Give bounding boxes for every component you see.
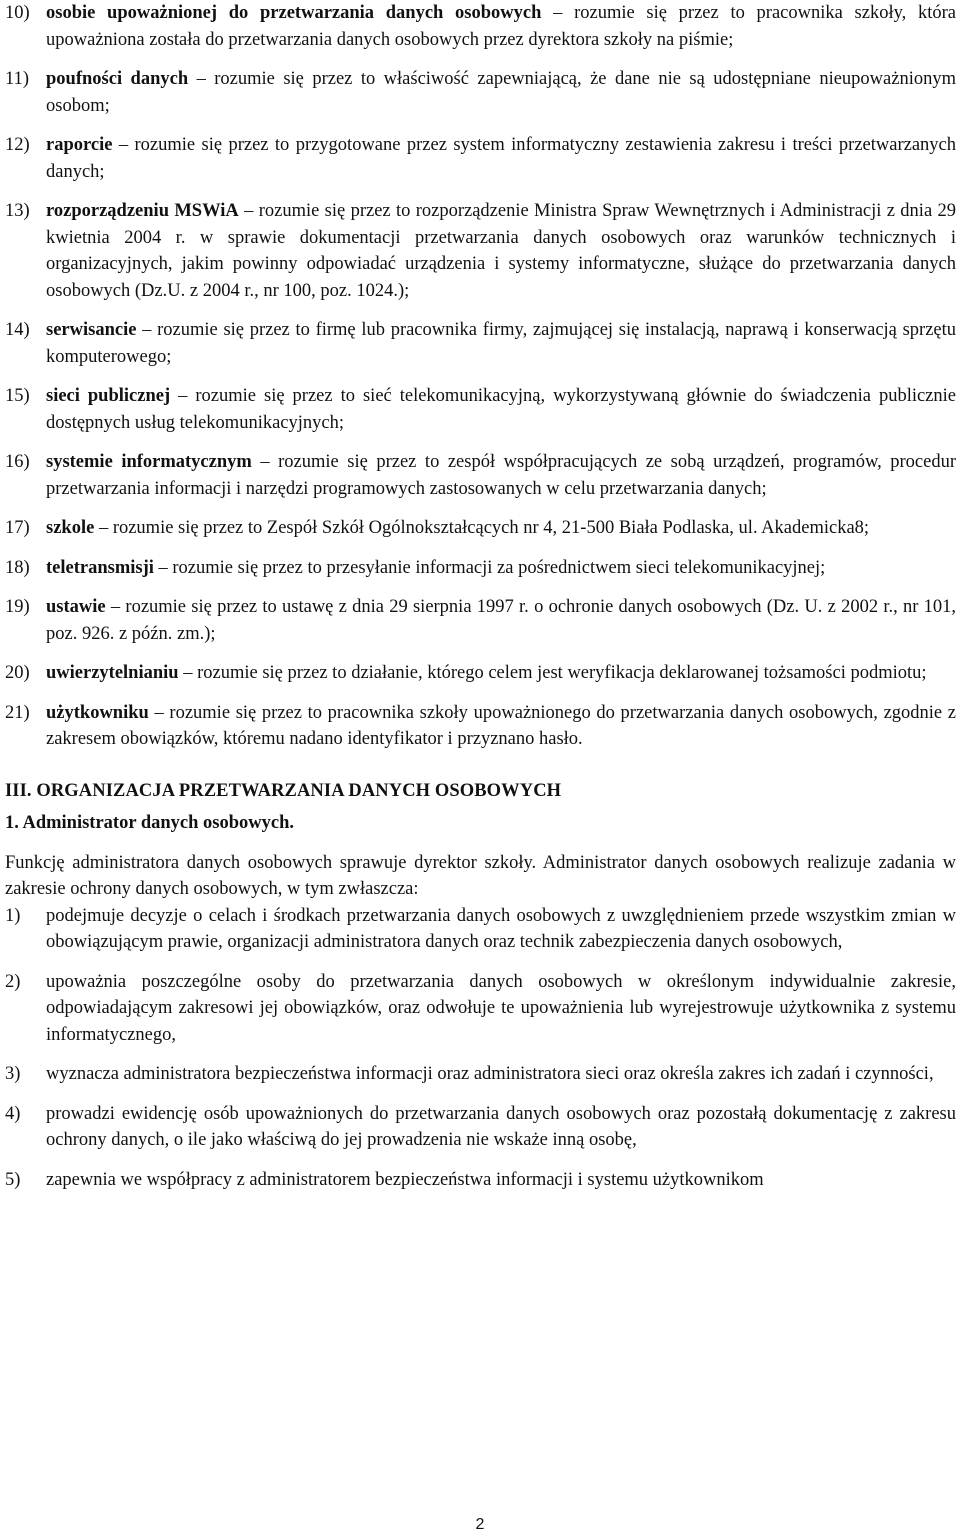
- definition-text: rozumie się przez to właściwość zapewniającą, że dane nie są udostępniane nieupoważnionym osobom;: [46, 69, 956, 116]
- defined-term: osobie upoważnionej do przetwarzania danych osobowych: [46, 3, 542, 23]
- item-number: 13): [5, 201, 30, 221]
- definition-text: rozumie się przez to sieć telekomunikacyjną, wykorzystywaną głównie do świadczenia publicznie dostępnych usług telekomunikacyjnych;: [46, 386, 956, 433]
- item-number: 2): [5, 971, 21, 992]
- definition-text: rozumie się przez to pracownika szkoły upoważnionego do przetwarzania danych osobowych, zgodnie z zakresem obowiązków, któremu nadano identyfikator i przyznano hasło.: [46, 702, 957, 749]
- duty-text: wyznacza administratora bezpieczeństwa informacji oraz administratora sieci oraz określa zakres ich zadań i czynności,: [46, 1064, 934, 1084]
- dash-separator: –: [158, 557, 168, 578]
- item-number: 3): [5, 1064, 21, 1084]
- definition-item: [5, 660, 956, 687]
- dash-separator: –: [260, 452, 270, 472]
- duty-text: zapewnia we współpracy z administratorem bezpieczeństwa informacji i systemu użytkownikom: [46, 1169, 764, 1190]
- defined-term: ustawie: [46, 597, 106, 617]
- dash-separator: –: [118, 135, 129, 155]
- page-content: [5, 0, 956, 1206]
- duties-list: [5, 903, 956, 1194]
- duty-item: [5, 903, 956, 956]
- defined-term: użytkowniku: [46, 702, 149, 723]
- definition-item: [5, 317, 956, 370]
- item-number: 19): [5, 597, 30, 617]
- item-number: 20): [5, 663, 30, 683]
- dash-separator: –: [142, 320, 152, 340]
- dash-separator: –: [178, 386, 188, 406]
- item-number: 17): [5, 518, 30, 538]
- duty-text: prowadzi ewidencję osób upoważnionych do przetwarzania danych osobowych oraz pozostałą dokumentację z zakresu ochrony danych, o ile jako właściwą do jej prowadzenia nie wskaże inną osobę,: [46, 1103, 956, 1150]
- item-number: 18): [5, 557, 30, 578]
- item-number: 10): [5, 3, 30, 23]
- definition-item: [5, 132, 956, 185]
- defined-term: raporcie: [46, 135, 113, 155]
- definition-text: rozumie się przez to działanie, którego celem jest weryfikacja deklarowanej tożsamości podmiotu;: [197, 663, 927, 683]
- definition-text: rozumie się przez to przesyłanie informacji za pośrednictwem sieci telekomunikacyjnej;: [172, 557, 826, 578]
- definition-text: rozumie się przez to Zespół Szkół Ogólnokształcących nr 4, 21-500 Biała Podlaska, ul. Akademicka8;: [112, 518, 870, 538]
- item-number: 12): [5, 135, 30, 155]
- defined-term: serwisancie: [46, 320, 137, 340]
- definition-item: [5, 198, 956, 304]
- duty-item: [5, 969, 956, 1049]
- item-number: 11): [5, 69, 29, 89]
- dash-separator: –: [553, 3, 563, 23]
- defined-term: uwierzytelnianiu: [46, 663, 179, 683]
- defined-term: szkole: [46, 518, 95, 538]
- intro-paragraph: Funkcję administratora danych osobowych sprawuje dyrektor szkoły. Administrator danych osobowych realizuje zadania w zakresie ochrony danych osobowych, w tym zwłaszcza:: [5, 852, 956, 899]
- section-heading: III. ORGANIZACJA PRZETWARZANIA DANYCH OSOBOWYCH: [5, 780, 562, 801]
- dash-separator: –: [154, 702, 164, 723]
- item-number: 16): [5, 452, 30, 472]
- definition-text: rozumie się przez to zespół współpracujących ze sobą urządzeń, programów, procedur przetwarzania informacji i narzędzi programowych zastosowanych w celu przetwarzania danych;: [46, 452, 957, 499]
- subsection-heading: 1. Administrator danych osobowych.: [5, 813, 295, 833]
- defined-term: rozporządzeniu MSWiA: [46, 201, 239, 221]
- definition-item: [5, 383, 956, 436]
- dash-separator: –: [183, 663, 193, 683]
- duty-item: [5, 1061, 956, 1088]
- defined-term: poufności danych: [46, 69, 189, 89]
- dash-separator: –: [98, 518, 109, 538]
- dash-separator: –: [110, 597, 121, 617]
- definition-text: rozumie się przez to przygotowane przez system informatyczny zestawienia zakresu i treści przetwarzanych danych;: [46, 135, 957, 182]
- definition-item: [5, 555, 956, 582]
- duty-text: upoważnia poszczególne osoby do przetwarzania danych osobowych w określonym indywidualnie zakresie, odpowiadającym zakresowi jej obowiązków, oraz odwołuje te upoważnienia lub wyrejestrowuje użytkownika z systemu informatycznego,: [46, 971, 956, 1045]
- defined-term: sieci publicznej: [46, 386, 171, 406]
- definition-item: [5, 515, 956, 542]
- definition-text: rozumie się przez to firmę lub pracownika firmy, zajmującej się instalacją, naprawą i konserwacją sprzętu komputerowego;: [46, 320, 957, 367]
- definition-item: [5, 0, 956, 53]
- item-number: 15): [5, 386, 30, 406]
- defined-term: systemie informatycznym: [46, 452, 252, 472]
- definition-item: [5, 700, 956, 753]
- definition-text: rozumie się przez to ustawę z dnia 29 sierpnia 1997 r. o ochronie danych osobowych (Dz. U. z 2002 r., nr 101, poz. 926. z późn. zm.);: [46, 597, 957, 644]
- definition-item: [5, 594, 956, 647]
- item-number: 1): [5, 905, 21, 926]
- item-number: 4): [5, 1103, 21, 1124]
- definition-item: [5, 66, 956, 119]
- item-number: 21): [5, 702, 30, 723]
- item-number: 5): [5, 1169, 21, 1190]
- defined-term: teletransmisji: [46, 557, 154, 578]
- definitions-list: [5, 0, 956, 753]
- definition-text: rozumie się przez to rozporządzenie Ministra Spraw Wewnętrznych i Administracji z dnia 29 kwietnia 2004 r. w sprawie dokumentacji przetwarzania danych osobowych oraz warunków technicznych i organizacyjnych, jakim powinny odpowiadać urządzenia i systemy informatyczne, służące do przetwarzania danych osobowych (Dz.U. z 2004 r., nr 100, poz. 1024.);: [46, 201, 957, 301]
- page-number: 2: [475, 1516, 485, 1533]
- dash-separator: –: [196, 69, 206, 89]
- duty-item: [5, 1167, 956, 1194]
- dash-separator: –: [244, 201, 254, 221]
- definition-item: [5, 449, 956, 502]
- definition-text: rozumie się przez to pracownika szkoły, która upoważniona została do przetwarzania danych osobowych przez dyrektora szkoły na piśmie;: [46, 3, 956, 50]
- duty-item: [5, 1101, 956, 1154]
- duty-text: podejmuje decyzje o celach i środkach przetwarzania danych osobowych z uwzględnieniem przede wszystkim zmian w obowiązującym prawie, organizacji administratora danych oraz technik zabezpieczenia danych osobowych,: [46, 905, 956, 952]
- item-number: 14): [5, 320, 30, 340]
